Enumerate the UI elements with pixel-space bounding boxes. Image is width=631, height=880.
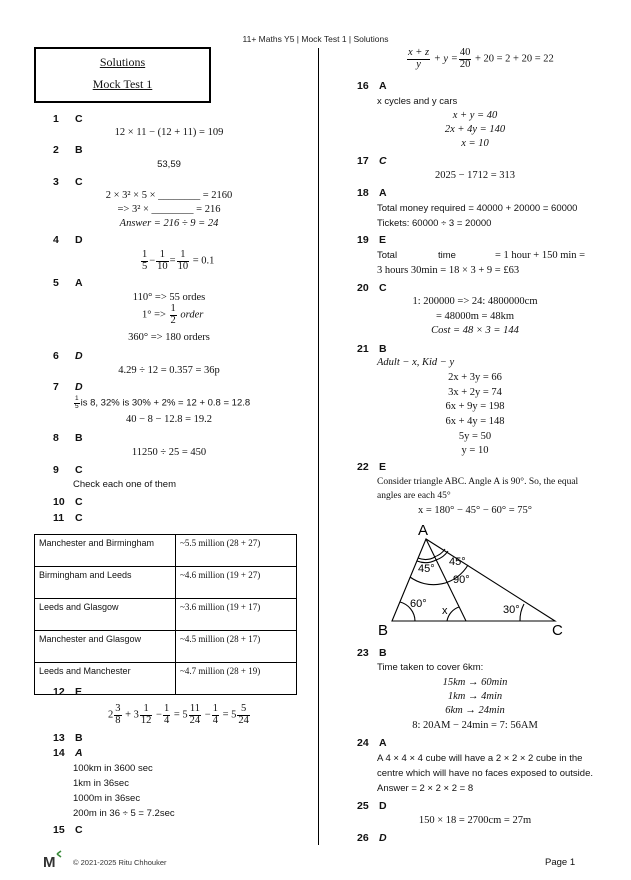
q16-work-1: x cycles and y cars [377,96,458,107]
q25-work: 150 × 18 = 2700cm = 27m [418,815,532,826]
title-solutions: Solutions [99,55,146,69]
q14-work-4: 200m in 36 ÷ 5 = 7.2sec [73,808,175,819]
angle-arc [418,557,435,559]
q23-work-2: 15km → 60min [442,677,508,688]
label-30: 30° [503,604,520,616]
table-row: Leeds and Glasgow ~3.6 million (19 + 17) [35,599,297,631]
fraction: $\frac{1}{4}$ [163,703,170,726]
q16-work-4: x = 10 [461,138,489,149]
q21-work-5: 6x + 4y = 148 [445,416,505,427]
q6-work: 4.29 ÷ 12 = 0.357 = 36p [118,365,220,376]
fraction: $\frac{1}{4}$ [212,703,218,726]
q21-work-3: 3x + 2y = 74 [448,387,502,398]
fraction: $\frac{1}{10}$ [177,249,189,272]
table-row: Manchester and Birmingham ~5.5 million (28 + 27) [35,535,297,567]
question-21: 21 B [357,343,387,355]
q23-work-3: 1km → 4min [447,691,503,702]
question-1: 1 C [53,113,83,125]
q2-work: 53,59 [157,159,181,170]
angle-arc-x [447,607,459,621]
q18-work-2: Tickets: 60000 ÷ 3 = 20000 [377,218,492,229]
q14-work-1: 100km in 3600 sec [73,763,153,774]
q14-work-2: 1km in 36sec [73,778,129,789]
q21-work-2: 2x + 3y = 66 [448,372,502,383]
question-14: 14 A [53,747,83,759]
q5-work-3: 360° => 180 orders [128,332,210,343]
question-8: 8 B [53,432,83,444]
q23-work-5: 8: 20AM − 24min = 7: 56AM [412,720,538,731]
question-6: 6 D [53,350,83,362]
q21-work-1: Adult − x, Kid − y [377,357,455,368]
q22-work-3: x = 180° − 45° − 60° = 75° [418,505,532,516]
title-box [34,47,211,103]
page-number: Page 1 [545,857,576,868]
page-header: 11+ Maths Y5 | Mock Test 1 | Solutions [242,34,389,44]
q3-work-2: => 3² × ________ = 216 [117,204,221,215]
table-row: Manchester and Glasgow ~4.5 million (28 + 17) [35,631,297,663]
question-3: 3 C [53,176,83,188]
q23-work-4: 6km → 24min [445,705,505,716]
q19-work-1c: = 1 hour + 150 min = [495,250,586,261]
q18-work-1: Total money required = 40000 + 20000 = 60000 [377,203,578,214]
q20-work-2: = 48000m = 48km [435,311,515,322]
question-23: 23 B [357,647,387,659]
fraction: $\frac{1}{12}$ [140,703,152,726]
question-19: 19 E [357,234,387,246]
label-a: A [418,522,429,539]
fraction: $\frac{5}{24}$ [238,703,249,726]
q22-work-1: Consider triangle ABC. Angle A is 90°. So, the equal [377,477,579,487]
q12-work: 2 $\frac{3}{8}$ + 3 $\frac{1}{12}$ − $\frac{1}{4}$ = 5 $\frac{11}{24}$ − $\frac{1}{4}$ = 5 $\frac{5}{24}$ [108,703,249,726]
q1-work: 12 × 11 − (12 + 11) = 109 [114,127,224,138]
question-13: 13 B [53,732,83,744]
q5-work-2: 1° => $\frac{1}{2}$ order [142,303,204,326]
question-16: 16 A [357,80,387,92]
q3-work-1: 2 × 3² × 5 × ________ = 2160 [105,190,233,201]
q21-work-4: 6x + 9y = 198 [445,401,505,412]
fraction: $\frac{11}{24}$ [189,703,201,726]
question-9: 9 C [53,464,83,476]
fraction: $\frac{1}{2}$ [170,303,176,326]
table-row: Leeds and Manchester ~4.7 million (28 + 19) [35,663,297,695]
q19-work-1a: Total [377,250,398,261]
q5-work-1: 110° => 55 ordes [132,292,206,303]
logo-letter: M [43,854,56,871]
question-18: 18 A [357,187,387,199]
q19-work-2: 3 hours 30min = 18 × 3 + 9 = £63 [377,265,520,276]
q21-work-6: 5y = 50 [458,431,492,442]
question-26: 26 D [357,832,387,844]
q8-work: 11250 ÷ 25 = 450 [131,447,207,458]
q7-work-2: 40 − 8 − 12.8 = 19.2 [125,414,212,425]
fraction: $\frac{1}{5}$ [142,249,148,272]
question-15: 15 C [53,824,83,836]
q19-work-1b: time [438,250,456,261]
q4-work: $\frac{1}{5}$ − $\frac{1}{10}$ = $\frac{1}{10}$ = 0.1 [142,249,215,272]
q15-work: $\frac{x + z}{y}$ + y = $\frac{40}{20}$ + 20 = 2 + 20 = 22 [408,47,554,70]
q24-work-2: centre which will have no faces exposed to outside. [377,768,593,779]
question-20: 20 C [357,282,387,294]
q20-work-3: Cost = 48 × 3 = 144 [431,325,519,336]
brand-logo [38,850,66,872]
label-45-left: 45° [418,563,435,575]
q20-work-1: 1: 200000 => 24: 4800000cm [412,296,538,307]
triangle-diagram [360,515,590,645]
table-row: Birmingham and Leeds ~4.6 million (19 + 27) [35,567,297,599]
question-5: 5 A [53,277,83,289]
fraction: $\frac{3}{8}$ [115,703,121,726]
q16-work-2: x + y = 40 [452,110,498,121]
question-12: 12 E [53,686,83,698]
q22-work-2: angles are each 45° [377,491,451,501]
angle-arc-c [520,604,524,621]
fraction: $\frac{x + z}{y}$ [408,47,430,70]
column-divider [318,48,319,845]
q21-work-7: y = 10 [461,445,489,456]
city-pairs-table [34,534,297,695]
q24-work-3: Answer = 2 × 2 × 2 = 8 [377,783,474,794]
question-10: 10 C [53,496,83,508]
question-2: 2 B [53,144,83,156]
fraction: $\frac{1}{10}$ [157,249,168,272]
label-90: 90° [453,574,470,586]
question-4: 4 D [53,234,83,246]
q9-work: Check each one of them [73,479,176,490]
question-25: 25 D [357,800,387,812]
label-45-right: 45° [449,556,466,568]
q3-work-3: Answer = 216 ÷ 9 = 24 [119,218,219,229]
logo-mark [57,851,61,857]
question-24: 24 A [357,737,387,749]
question-11: 11 C [53,512,83,524]
q24-work-1: A 4 × 4 × 4 cube will have a 2 × 2 × 2 cube in the [377,753,583,764]
label-b: B [378,622,389,639]
question-17: 17 C [357,155,387,167]
q23-work-1: Time taken to cover 6km: [377,662,484,673]
q16-work-3: 2x + 4y = 140 [444,124,506,135]
label-c: C [552,622,563,639]
label-60: 60° [410,598,427,610]
question-22: 22 E [357,461,387,473]
fraction: $\frac{1}{5}$ [75,395,79,410]
footer-copyright: © 2021-2025 Ritu Chhouker [73,858,167,867]
question-7: 7 D [53,381,83,393]
title-mock-test: Mock Test 1 [92,77,153,91]
q14-work-3: 1000m in 36sec [73,793,141,804]
label-x: x [442,605,448,617]
q7-work-1: $\frac{1}{5}$ is 8, 32% is 30% + 2% = 12 + 0.8 = 12.8 [75,395,251,410]
fraction: $\frac{40}{20}$ [459,47,471,70]
q17-work: 2025 − 1712 = 313 [434,170,516,181]
